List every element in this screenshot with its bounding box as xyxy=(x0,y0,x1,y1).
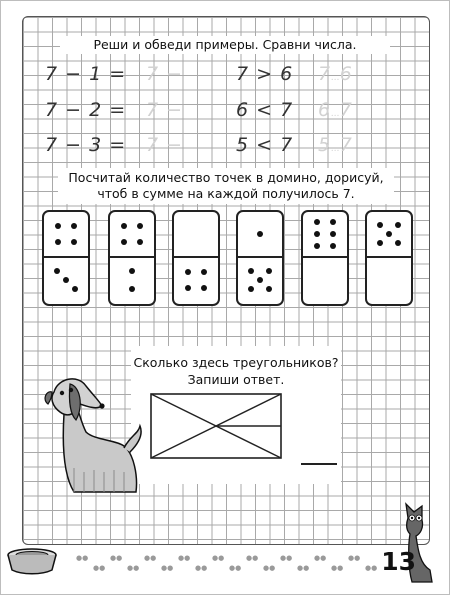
domino-pip xyxy=(121,223,127,229)
domino-pip xyxy=(137,239,143,245)
domino-pip xyxy=(185,269,191,275)
comparison-3: 5 < 7 xyxy=(236,134,294,156)
paw-print-icon: ●● xyxy=(195,564,208,572)
example-1: 7 − 1 = xyxy=(45,63,127,85)
paw-print-icon: ●● xyxy=(212,554,225,562)
domino-pip xyxy=(201,285,207,291)
example-2: 7 − 2 = xyxy=(45,99,127,121)
domino-pip xyxy=(201,269,207,275)
domino-pip xyxy=(257,231,263,237)
example-1-trace: 7 − xyxy=(146,63,184,85)
task2-instruction-line1: Посчитай количество точек в домино, дорисуй, xyxy=(68,170,384,185)
answer-line[interactable] xyxy=(301,463,337,465)
dog-illustration xyxy=(40,376,144,496)
paw-print-icon: ●● xyxy=(127,564,140,572)
domino-pip xyxy=(248,268,254,274)
domino-pip xyxy=(330,243,336,249)
domino-pip xyxy=(330,219,336,225)
domino-pip xyxy=(185,285,191,291)
domino-pip xyxy=(248,286,254,292)
domino-pip xyxy=(54,268,60,274)
paw-print-icon: ●● xyxy=(348,554,361,562)
domino-pip xyxy=(129,286,135,292)
paw-print-icon: ●● xyxy=(331,564,344,572)
paw-print-icon: ●● xyxy=(161,564,174,572)
paw-print-icon: ●● xyxy=(246,554,259,562)
domino[interactable] xyxy=(108,210,156,306)
page-number: 13 xyxy=(381,547,416,576)
domino-divider xyxy=(110,256,154,258)
domino-divider xyxy=(238,256,282,258)
comparison-3-trace: 5...7 xyxy=(318,134,353,156)
task1-instruction: Реши и обведи примеры. Сравни числа. xyxy=(93,37,357,52)
example-3: 7 − 3 = xyxy=(45,134,127,156)
paw-print-icon: ●● xyxy=(178,554,191,562)
paw-print-icon: ●● xyxy=(110,554,123,562)
task2-instruction-line2: чтоб в сумме на каждой получилось 7. xyxy=(97,186,355,201)
paw-print-icon: ●● xyxy=(229,564,242,572)
domino-pip xyxy=(395,240,401,246)
domino-pip xyxy=(55,223,61,229)
paw-print-icon: ●● xyxy=(297,564,310,572)
paw-print-icon: ●● xyxy=(365,564,378,572)
comparison-2: 6 < 7 xyxy=(236,99,294,121)
domino[interactable] xyxy=(365,210,413,306)
domino-pip xyxy=(330,231,336,237)
paw-print-icon: ●● xyxy=(280,554,293,562)
domino-pip xyxy=(314,243,320,249)
domino[interactable] xyxy=(236,210,284,306)
domino[interactable] xyxy=(301,210,349,306)
triangle-figure xyxy=(150,393,284,461)
comparison-2-trace: 6...7 xyxy=(318,99,353,121)
domino-pip xyxy=(137,223,143,229)
task3-question-line2: Запиши ответ. xyxy=(187,372,285,387)
paw-print-icon: ●● xyxy=(76,554,89,562)
domino-pip xyxy=(266,286,272,292)
paw-print-icon: ●● xyxy=(263,564,276,572)
domino[interactable] xyxy=(42,210,90,306)
task3-question-line1: Сколько здесь треугольников? xyxy=(133,355,339,370)
task2-header-band xyxy=(58,168,394,204)
domino-divider xyxy=(174,256,218,258)
comparison-1: 7 > 6 xyxy=(236,63,294,85)
domino-pip xyxy=(55,239,61,245)
domino-divider xyxy=(367,256,411,258)
domino-divider xyxy=(303,256,347,258)
bowl-illustration xyxy=(5,546,59,576)
domino-pip xyxy=(266,268,272,274)
domino-pip xyxy=(72,286,78,292)
paw-print-icon: ●● xyxy=(93,564,106,572)
domino-pip xyxy=(71,223,77,229)
domino-pip xyxy=(395,222,401,228)
domino-pip xyxy=(314,219,320,225)
domino-pip xyxy=(377,240,383,246)
domino-pip xyxy=(121,239,127,245)
domino-pip xyxy=(63,277,69,283)
domino-divider xyxy=(44,256,88,258)
domino-pip xyxy=(386,231,392,237)
example-3-trace: 7 − xyxy=(146,134,184,156)
domino-pip xyxy=(257,277,263,283)
task1-header-band xyxy=(60,36,390,54)
paw-print-icon: ●● xyxy=(314,554,327,562)
domino-pip xyxy=(377,222,383,228)
domino-pip xyxy=(314,231,320,237)
domino[interactable] xyxy=(172,210,220,306)
example-2-trace: 7 − xyxy=(146,99,184,121)
paw-print-icon: ●● xyxy=(144,554,157,562)
domino-pip xyxy=(129,268,135,274)
comparison-1-trace: 7...6 xyxy=(318,63,353,85)
domino-pip xyxy=(71,239,77,245)
